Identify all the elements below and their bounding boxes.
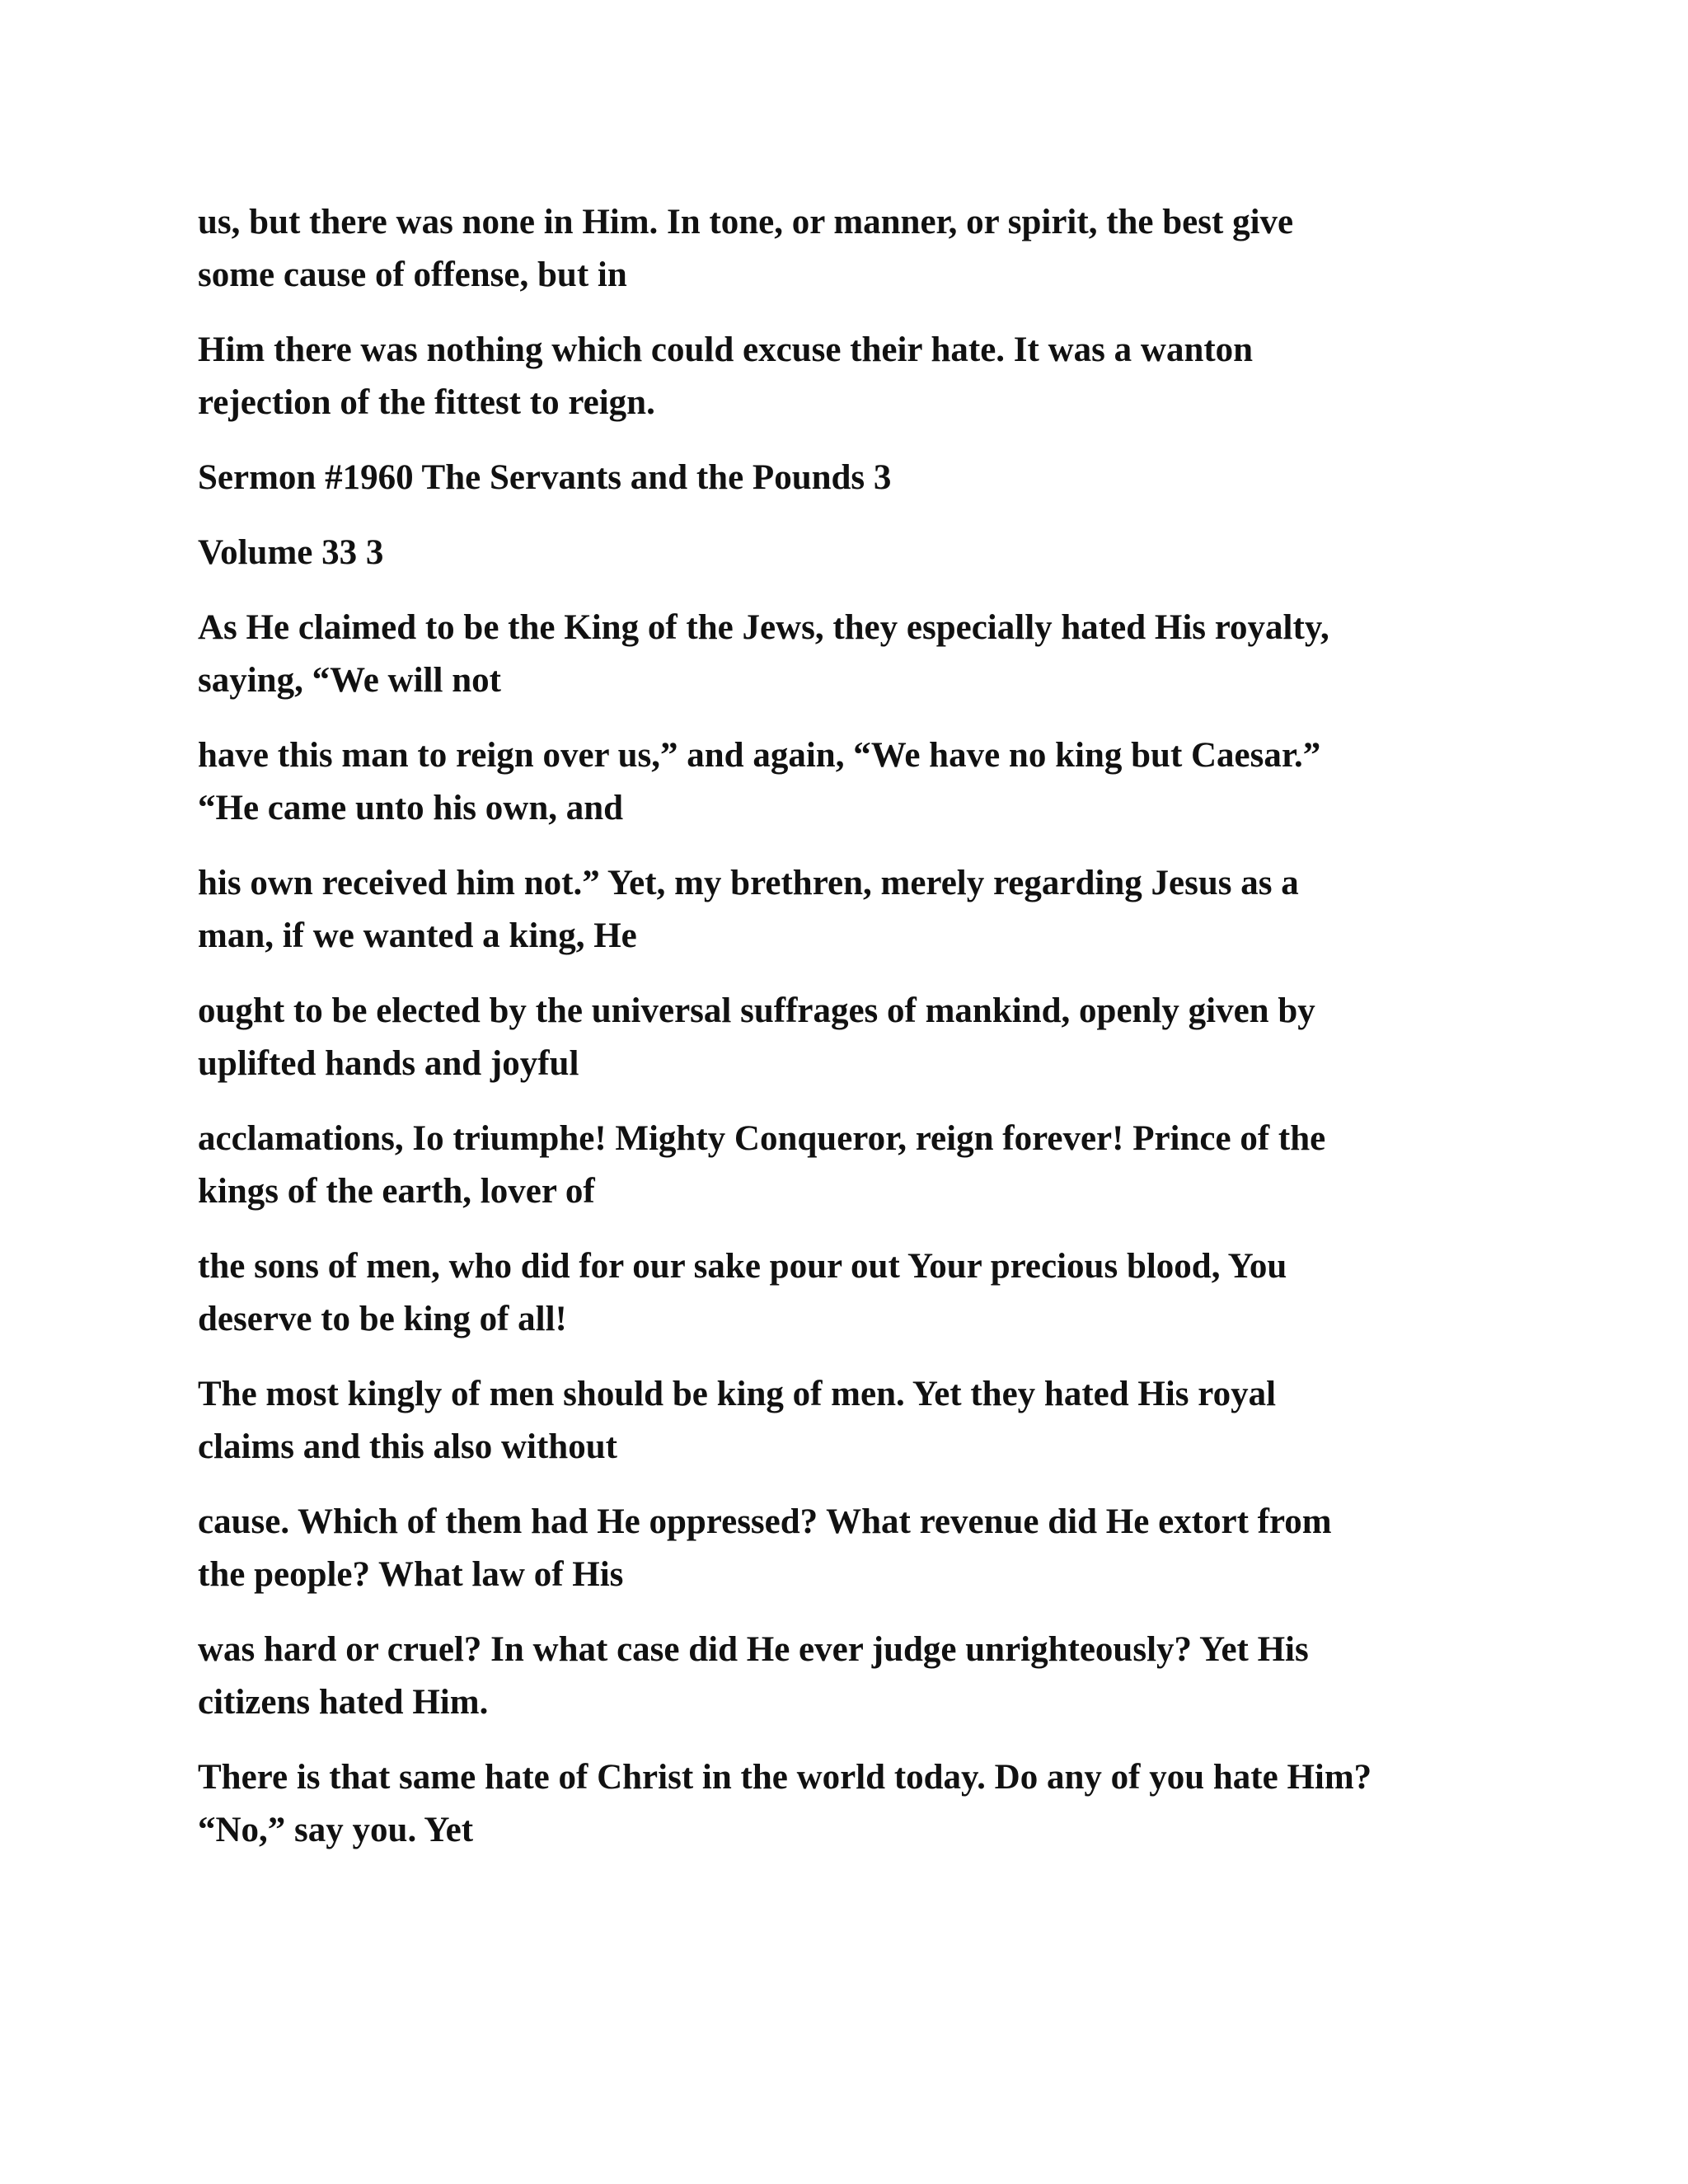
paragraph xyxy=(198,1240,1517,1346)
text-line: claims and this also without xyxy=(198,1427,617,1466)
page-body-text xyxy=(198,196,1517,1879)
paragraph xyxy=(198,1113,1517,1218)
text-line: As He claimed to be the King of the Jews, they especially hated His royalty, xyxy=(198,608,1329,647)
text-line: the people? What law of His xyxy=(198,1555,624,1594)
text-line: “No,” say you. Yet xyxy=(198,1811,474,1849)
text-line: The most kingly of men should be king of men. Yet they hated His royal xyxy=(198,1375,1277,1413)
text-line: was hard or cruel? In what case did He ever judge unrighteously? Yet His xyxy=(198,1630,1309,1669)
text-line: citizens hated Him. xyxy=(198,1683,489,1722)
text-line: uplifted hands and joyful xyxy=(198,1044,579,1083)
paragraph xyxy=(198,602,1517,707)
text-line: deserve to be king of all! xyxy=(198,1300,567,1338)
text-line: ought to be elected by the universal suffrages of mankind, openly given by xyxy=(198,991,1315,1030)
paragraph xyxy=(198,196,1517,302)
sermon-header xyxy=(198,452,1517,504)
paragraph xyxy=(198,1751,1517,1857)
text-line: cause. Which of them had He oppressed? What revenue did He extort from xyxy=(198,1502,1332,1541)
text-line: rejection of the fittest to reign. xyxy=(198,383,655,422)
paragraph xyxy=(198,1368,1517,1474)
volume-header xyxy=(198,527,1517,579)
text-line: “He came unto his own, and xyxy=(198,789,624,827)
text-line: man, if we wanted a king, He xyxy=(198,916,637,955)
paragraph xyxy=(198,324,1517,429)
text-line: Volume 33 3 xyxy=(198,533,384,572)
paragraph xyxy=(198,985,1517,1090)
paragraph xyxy=(198,1496,1517,1601)
text-line: his own received him not.” Yet, my brethren, merely regarding Jesus as a xyxy=(198,864,1299,902)
paragraph xyxy=(198,729,1517,835)
text-line: Him there was nothing which could excuse their hate. It was a wanton xyxy=(198,330,1254,369)
text-line: There is that same hate of Christ in the world today. Do any of you hate Him? xyxy=(198,1758,1372,1797)
paragraph xyxy=(198,1624,1517,1729)
text-line: the sons of men, who did for our sake pour out Your precious blood, You xyxy=(198,1247,1287,1286)
text-line: us, but there was none in Him. In tone, or manner, or spirit, the best give xyxy=(198,203,1294,241)
text-line: have this man to reign over us,” and again, “We have no king but Caesar.” xyxy=(198,736,1321,775)
text-line: some cause of offense, but in xyxy=(198,255,627,294)
text-line: acclamations, Io triumphe! Mighty Conqueror, reign forever! Prince of the xyxy=(198,1119,1326,1158)
text-line: saying, “We will not xyxy=(198,661,501,700)
text-line: Sermon #1960 The Servants and the Pounds 3 xyxy=(198,458,892,497)
paragraph xyxy=(198,857,1517,963)
text-line: kings of the earth, lover of xyxy=(198,1172,595,1211)
